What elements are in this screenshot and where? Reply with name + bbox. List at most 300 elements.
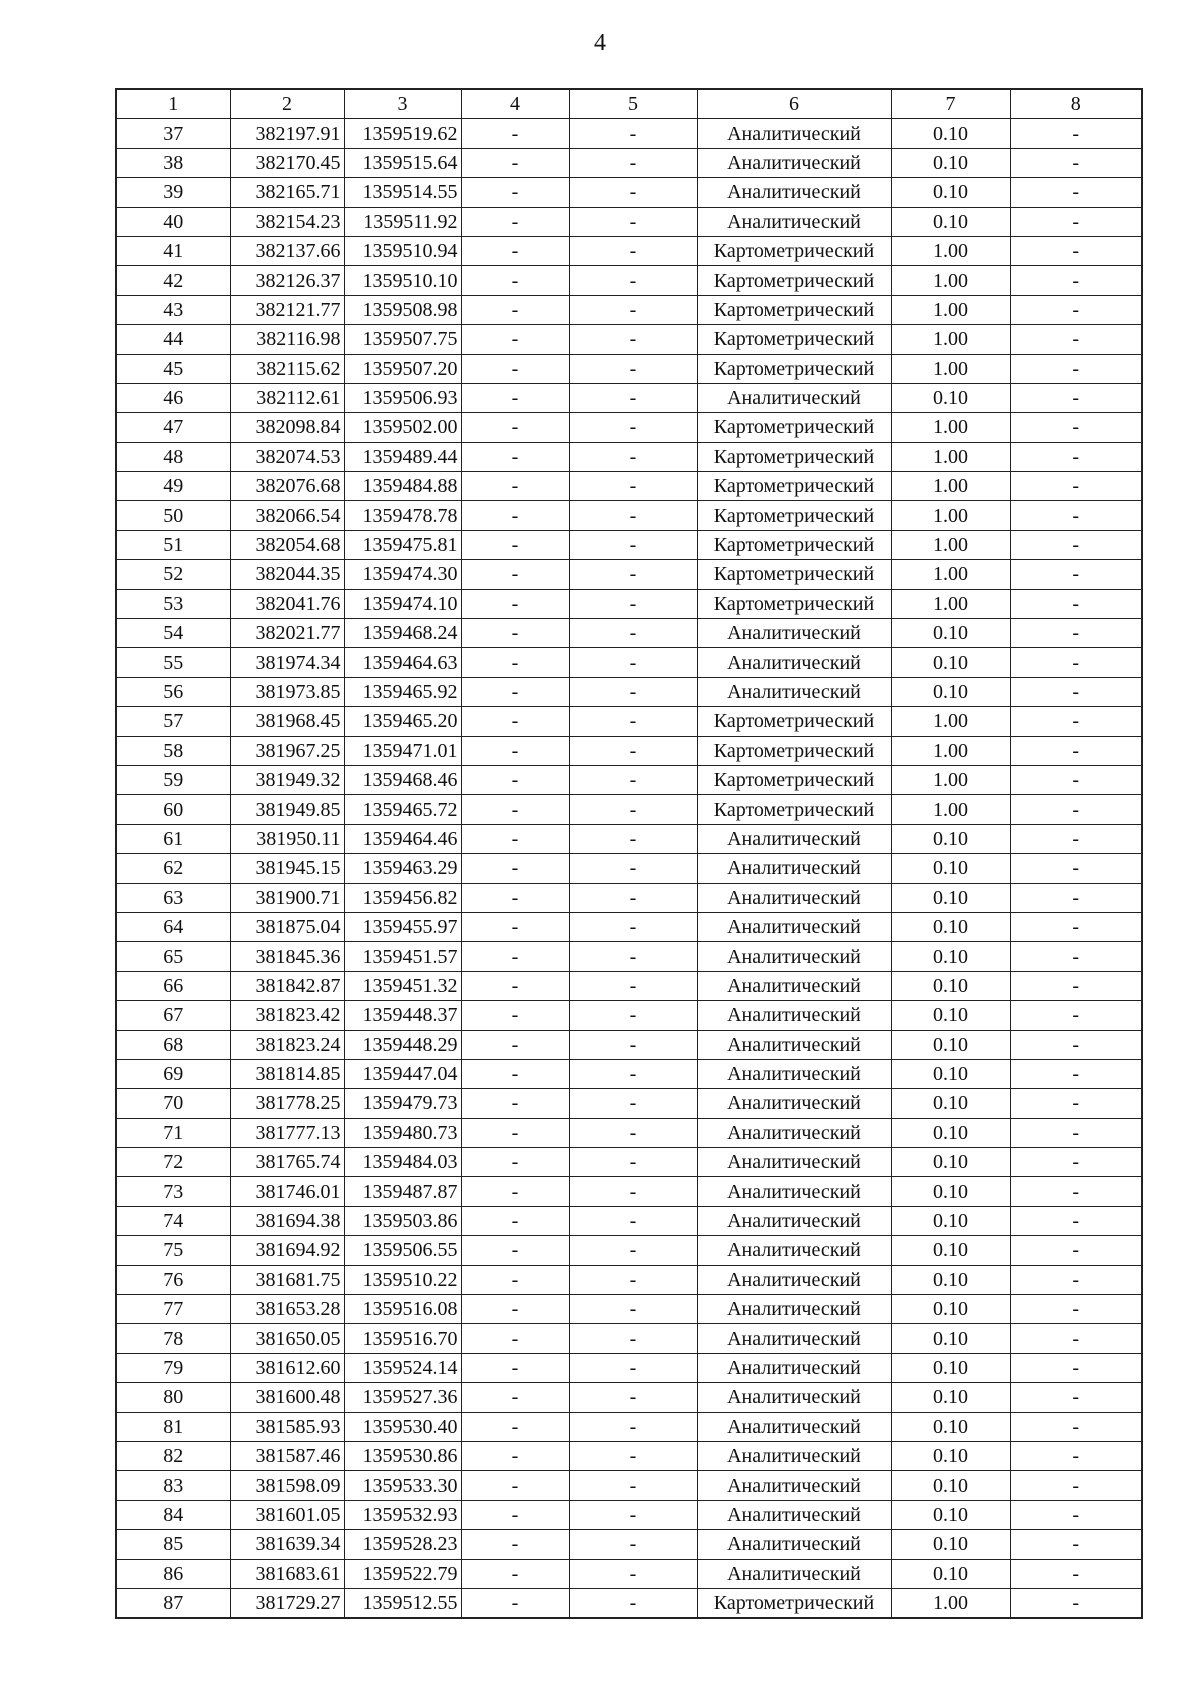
column-5-cell: - <box>569 530 697 559</box>
point-number-cell: 58 <box>116 736 230 765</box>
y-coordinate-cell: 1359527.36 <box>344 1383 461 1412</box>
column-5-cell: - <box>569 1353 697 1382</box>
method-cell: Аналитический <box>697 1441 891 1470</box>
x-coordinate-cell: 381653.28 <box>230 1295 344 1324</box>
column-5-cell: - <box>569 1588 697 1618</box>
x-coordinate-cell: 381949.85 <box>230 795 344 824</box>
accuracy-cell: 1.00 <box>891 413 1010 442</box>
y-coordinate-cell: 1359479.73 <box>344 1089 461 1118</box>
table-row <box>116 1177 1142 1206</box>
y-coordinate-cell: 1359447.04 <box>344 1059 461 1088</box>
column-5-cell: - <box>569 1471 697 1500</box>
column-4-cell: - <box>461 295 569 324</box>
column-8-cell: - <box>1010 1295 1142 1324</box>
accuracy-cell: 1.00 <box>891 530 1010 559</box>
y-coordinate-cell: 1359507.20 <box>344 354 461 383</box>
method-cell: Аналитический <box>697 1324 891 1353</box>
column-4-cell: - <box>461 589 569 618</box>
table-body <box>116 119 1142 1618</box>
x-coordinate-cell: 381601.05 <box>230 1500 344 1529</box>
method-cell: Аналитический <box>697 854 891 883</box>
table-row <box>116 1236 1142 1265</box>
column-8-cell: - <box>1010 119 1142 148</box>
table-row <box>116 1412 1142 1441</box>
column-4-cell: - <box>461 707 569 736</box>
x-coordinate-cell: 381973.85 <box>230 677 344 706</box>
column-4-cell: - <box>461 1089 569 1118</box>
column-5-cell: - <box>569 442 697 471</box>
column-5-cell: - <box>569 1118 697 1147</box>
accuracy-cell: 1.00 <box>891 707 1010 736</box>
table-row <box>116 1295 1142 1324</box>
y-coordinate-cell: 1359464.46 <box>344 824 461 853</box>
column-4-cell: - <box>461 1383 569 1412</box>
x-coordinate-cell: 381814.85 <box>230 1059 344 1088</box>
column-5-cell: - <box>569 912 697 941</box>
y-coordinate-cell: 1359451.57 <box>344 942 461 971</box>
column-4-cell: - <box>461 1353 569 1382</box>
column-8-cell: - <box>1010 472 1142 501</box>
column-5-cell: - <box>569 1177 697 1206</box>
column-8-cell: - <box>1010 971 1142 1000</box>
point-number-cell: 86 <box>116 1559 230 1588</box>
table-row <box>116 472 1142 501</box>
column-header-8: 8 <box>1010 89 1142 119</box>
x-coordinate-cell: 382054.68 <box>230 530 344 559</box>
y-coordinate-cell: 1359448.29 <box>344 1030 461 1059</box>
table-row <box>116 325 1142 354</box>
accuracy-cell: 0.10 <box>891 1030 1010 1059</box>
y-coordinate-cell: 1359507.75 <box>344 325 461 354</box>
column-8-cell: - <box>1010 442 1142 471</box>
accuracy-cell: 0.10 <box>891 648 1010 677</box>
y-coordinate-cell: 1359522.79 <box>344 1559 461 1588</box>
column-8-cell: - <box>1010 1089 1142 1118</box>
accuracy-cell: 0.10 <box>891 1471 1010 1500</box>
column-4-cell: - <box>461 472 569 501</box>
y-coordinate-cell: 1359484.88 <box>344 472 461 501</box>
column-5-cell: - <box>569 1441 697 1470</box>
x-coordinate-cell: 381746.01 <box>230 1177 344 1206</box>
y-coordinate-cell: 1359506.55 <box>344 1236 461 1265</box>
table-row <box>116 383 1142 412</box>
point-number-cell: 83 <box>116 1471 230 1500</box>
method-cell: Аналитический <box>697 1265 891 1294</box>
column-4-cell: - <box>461 1030 569 1059</box>
table-row <box>116 912 1142 941</box>
method-cell: Картометрический <box>697 413 891 442</box>
accuracy-cell: 1.00 <box>891 501 1010 530</box>
column-8-cell: - <box>1010 383 1142 412</box>
x-coordinate-cell: 382021.77 <box>230 619 344 648</box>
accuracy-cell: 0.10 <box>891 1206 1010 1235</box>
table-row <box>116 236 1142 265</box>
y-coordinate-cell: 1359508.98 <box>344 295 461 324</box>
column-4-cell: - <box>461 207 569 236</box>
column-4-cell: - <box>461 1236 569 1265</box>
column-4-cell: - <box>461 1148 569 1177</box>
x-coordinate-cell: 382041.76 <box>230 589 344 618</box>
column-4-cell: - <box>461 501 569 530</box>
x-coordinate-cell: 381694.92 <box>230 1236 344 1265</box>
column-header-4: 4 <box>461 89 569 119</box>
method-cell: Аналитический <box>697 148 891 177</box>
x-coordinate-cell: 382115.62 <box>230 354 344 383</box>
method-cell: Аналитический <box>697 883 891 912</box>
column-header-7: 7 <box>891 89 1010 119</box>
y-coordinate-cell: 1359506.93 <box>344 383 461 412</box>
column-4-cell: - <box>461 1530 569 1559</box>
column-8-cell: - <box>1010 1001 1142 1030</box>
column-8-cell: - <box>1010 295 1142 324</box>
point-number-cell: 46 <box>116 383 230 412</box>
x-coordinate-cell: 381612.60 <box>230 1353 344 1382</box>
column-4-cell: - <box>461 1500 569 1529</box>
column-8-cell: - <box>1010 354 1142 383</box>
accuracy-cell: 0.10 <box>891 1001 1010 1030</box>
x-coordinate-cell: 381900.71 <box>230 883 344 912</box>
column-8-cell: - <box>1010 1148 1142 1177</box>
column-8-cell: - <box>1010 736 1142 765</box>
column-4-cell: - <box>461 854 569 883</box>
column-5-cell: - <box>569 883 697 912</box>
x-coordinate-cell: 381600.48 <box>230 1383 344 1412</box>
column-header-6: 6 <box>697 89 891 119</box>
method-cell: Аналитический <box>697 971 891 1000</box>
accuracy-cell: 1.00 <box>891 736 1010 765</box>
table-row <box>116 148 1142 177</box>
column-5-cell: - <box>569 1412 697 1441</box>
column-5-cell: - <box>569 707 697 736</box>
column-8-cell: - <box>1010 413 1142 442</box>
column-8-cell: - <box>1010 1177 1142 1206</box>
point-number-cell: 64 <box>116 912 230 941</box>
column-8-cell: - <box>1010 1383 1142 1412</box>
x-coordinate-cell: 381823.42 <box>230 1001 344 1030</box>
method-cell: Аналитический <box>697 1530 891 1559</box>
column-5-cell: - <box>569 354 697 383</box>
method-cell: Аналитический <box>697 1059 891 1088</box>
column-8-cell: - <box>1010 236 1142 265</box>
y-coordinate-cell: 1359519.62 <box>344 119 461 148</box>
point-number-cell: 48 <box>116 442 230 471</box>
column-4-cell: - <box>461 1206 569 1235</box>
method-cell: Аналитический <box>697 912 891 941</box>
x-coordinate-cell: 381639.34 <box>230 1530 344 1559</box>
header-row <box>116 89 1142 119</box>
column-5-cell: - <box>569 765 697 794</box>
accuracy-cell: 0.10 <box>891 178 1010 207</box>
accuracy-cell: 0.10 <box>891 1383 1010 1412</box>
table-row <box>116 942 1142 971</box>
point-number-cell: 75 <box>116 1236 230 1265</box>
table-row <box>116 1059 1142 1088</box>
point-number-cell: 45 <box>116 354 230 383</box>
point-number-cell: 70 <box>116 1089 230 1118</box>
accuracy-cell: 1.00 <box>891 266 1010 295</box>
column-5-cell: - <box>569 119 697 148</box>
method-cell: Картометрический <box>697 795 891 824</box>
table-header <box>116 89 1142 119</box>
column-5-cell: - <box>569 619 697 648</box>
column-8-cell: - <box>1010 325 1142 354</box>
column-5-cell: - <box>569 854 697 883</box>
accuracy-cell: 0.10 <box>891 1295 1010 1324</box>
column-5-cell: - <box>569 325 697 354</box>
table-row <box>116 178 1142 207</box>
x-coordinate-cell: 381823.24 <box>230 1030 344 1059</box>
point-number-cell: 78 <box>116 1324 230 1353</box>
x-coordinate-cell: 381587.46 <box>230 1441 344 1470</box>
point-number-cell: 53 <box>116 589 230 618</box>
x-coordinate-cell: 382121.77 <box>230 295 344 324</box>
method-cell: Аналитический <box>697 1500 891 1529</box>
y-coordinate-cell: 1359530.40 <box>344 1412 461 1441</box>
method-cell: Картометрический <box>697 236 891 265</box>
y-coordinate-cell: 1359468.24 <box>344 619 461 648</box>
column-5-cell: - <box>569 1295 697 1324</box>
y-coordinate-cell: 1359530.86 <box>344 1441 461 1470</box>
point-number-cell: 52 <box>116 560 230 589</box>
accuracy-cell: 0.10 <box>891 1177 1010 1206</box>
column-5-cell: - <box>569 295 697 324</box>
column-4-cell: - <box>461 765 569 794</box>
column-5-cell: - <box>569 824 697 853</box>
column-8-cell: - <box>1010 707 1142 736</box>
column-4-cell: - <box>461 1118 569 1147</box>
column-8-cell: - <box>1010 1324 1142 1353</box>
point-number-cell: 76 <box>116 1265 230 1294</box>
x-coordinate-cell: 381650.05 <box>230 1324 344 1353</box>
column-8-cell: - <box>1010 1030 1142 1059</box>
accuracy-cell: 0.10 <box>891 1353 1010 1382</box>
table-row <box>116 589 1142 618</box>
column-4-cell: - <box>461 736 569 765</box>
method-cell: Аналитический <box>697 942 891 971</box>
y-coordinate-cell: 1359510.10 <box>344 266 461 295</box>
column-4-cell: - <box>461 824 569 853</box>
method-cell: Картометрический <box>697 530 891 559</box>
table-row <box>116 266 1142 295</box>
x-coordinate-cell: 381974.34 <box>230 648 344 677</box>
column-8-cell: - <box>1010 1530 1142 1559</box>
column-header-2: 2 <box>230 89 344 119</box>
table-row <box>116 1559 1142 1588</box>
accuracy-cell: 1.00 <box>891 795 1010 824</box>
method-cell: Аналитический <box>697 1118 891 1147</box>
y-coordinate-cell: 1359510.94 <box>344 236 461 265</box>
accuracy-cell: 1.00 <box>891 1588 1010 1618</box>
table-row <box>116 1030 1142 1059</box>
x-coordinate-cell: 382076.68 <box>230 472 344 501</box>
method-cell: Аналитический <box>697 1383 891 1412</box>
method-cell: Картометрический <box>697 442 891 471</box>
point-number-cell: 71 <box>116 1118 230 1147</box>
method-cell: Картометрический <box>697 560 891 589</box>
column-5-cell: - <box>569 795 697 824</box>
accuracy-cell: 0.10 <box>891 971 1010 1000</box>
column-5-cell: - <box>569 1559 697 1588</box>
x-coordinate-cell: 381845.36 <box>230 942 344 971</box>
column-8-cell: - <box>1010 1500 1142 1529</box>
column-5-cell: - <box>569 589 697 618</box>
table-row <box>116 883 1142 912</box>
y-coordinate-cell: 1359448.37 <box>344 1001 461 1030</box>
method-cell: Картометрический <box>697 707 891 736</box>
x-coordinate-cell: 382154.23 <box>230 207 344 236</box>
point-number-cell: 49 <box>116 472 230 501</box>
y-coordinate-cell: 1359514.55 <box>344 178 461 207</box>
column-8-cell: - <box>1010 1588 1142 1618</box>
y-coordinate-cell: 1359463.29 <box>344 854 461 883</box>
table-row <box>116 648 1142 677</box>
column-4-cell: - <box>461 1324 569 1353</box>
y-coordinate-cell: 1359515.64 <box>344 148 461 177</box>
y-coordinate-cell: 1359465.72 <box>344 795 461 824</box>
method-cell: Картометрический <box>697 295 891 324</box>
table-row <box>116 501 1142 530</box>
column-5-cell: - <box>569 736 697 765</box>
column-5-cell: - <box>569 1383 697 1412</box>
column-4-cell: - <box>461 1177 569 1206</box>
x-coordinate-cell: 381968.45 <box>230 707 344 736</box>
column-4-cell: - <box>461 236 569 265</box>
column-4-cell: - <box>461 648 569 677</box>
column-5-cell: - <box>569 148 697 177</box>
accuracy-cell: 1.00 <box>891 472 1010 501</box>
column-4-cell: - <box>461 530 569 559</box>
table-row <box>116 560 1142 589</box>
method-cell: Аналитический <box>697 178 891 207</box>
y-coordinate-cell: 1359474.10 <box>344 589 461 618</box>
accuracy-cell: 0.10 <box>891 1236 1010 1265</box>
column-4-cell: - <box>461 266 569 295</box>
column-8-cell: - <box>1010 1353 1142 1382</box>
column-5-cell: - <box>569 1236 697 1265</box>
accuracy-cell: 1.00 <box>891 560 1010 589</box>
accuracy-cell: 0.10 <box>891 119 1010 148</box>
table-row <box>116 354 1142 383</box>
y-coordinate-cell: 1359471.01 <box>344 736 461 765</box>
column-5-cell: - <box>569 1324 697 1353</box>
x-coordinate-cell: 382074.53 <box>230 442 344 471</box>
point-number-cell: 41 <box>116 236 230 265</box>
point-number-cell: 44 <box>116 325 230 354</box>
point-number-cell: 73 <box>116 1177 230 1206</box>
column-5-cell: - <box>569 178 697 207</box>
method-cell: Аналитический <box>697 1001 891 1030</box>
column-5-cell: - <box>569 383 697 412</box>
coordinates-table <box>115 88 1143 1619</box>
y-coordinate-cell: 1359478.78 <box>344 501 461 530</box>
accuracy-cell: 0.10 <box>891 207 1010 236</box>
accuracy-cell: 0.10 <box>891 148 1010 177</box>
column-4-cell: - <box>461 1412 569 1441</box>
method-cell: Аналитический <box>697 677 891 706</box>
column-5-cell: - <box>569 1500 697 1529</box>
column-4-cell: - <box>461 1001 569 1030</box>
y-coordinate-cell: 1359480.73 <box>344 1118 461 1147</box>
point-number-cell: 57 <box>116 707 230 736</box>
table-row <box>116 1441 1142 1470</box>
method-cell: Аналитический <box>697 383 891 412</box>
method-cell: Аналитический <box>697 1030 891 1059</box>
column-8-cell: - <box>1010 207 1142 236</box>
accuracy-cell: 1.00 <box>891 589 1010 618</box>
method-cell: Аналитический <box>697 1559 891 1588</box>
column-8-cell: - <box>1010 854 1142 883</box>
table-row <box>116 442 1142 471</box>
column-header-1: 1 <box>116 89 230 119</box>
column-5-cell: - <box>569 266 697 295</box>
column-5-cell: - <box>569 207 697 236</box>
column-5-cell: - <box>569 1265 697 1294</box>
column-4-cell: - <box>461 1059 569 1088</box>
accuracy-cell: 1.00 <box>891 442 1010 471</box>
table-row <box>116 1500 1142 1529</box>
point-number-cell: 37 <box>116 119 230 148</box>
column-4-cell: - <box>461 178 569 207</box>
method-cell: Аналитический <box>697 1236 891 1265</box>
y-coordinate-cell: 1359474.30 <box>344 560 461 589</box>
table-row <box>116 413 1142 442</box>
column-8-cell: - <box>1010 1559 1142 1588</box>
table-row <box>116 1588 1142 1618</box>
column-8-cell: - <box>1010 1471 1142 1500</box>
column-5-cell: - <box>569 1001 697 1030</box>
column-8-cell: - <box>1010 942 1142 971</box>
column-8-cell: - <box>1010 1441 1142 1470</box>
table-row <box>116 707 1142 736</box>
point-number-cell: 80 <box>116 1383 230 1412</box>
point-number-cell: 85 <box>116 1530 230 1559</box>
point-number-cell: 42 <box>116 266 230 295</box>
method-cell: Аналитический <box>697 648 891 677</box>
column-8-cell: - <box>1010 824 1142 853</box>
column-5-cell: - <box>569 560 697 589</box>
table-row <box>116 1265 1142 1294</box>
point-number-cell: 63 <box>116 883 230 912</box>
column-8-cell: - <box>1010 1118 1142 1147</box>
table-row <box>116 1530 1142 1559</box>
column-8-cell: - <box>1010 1059 1142 1088</box>
point-number-cell: 67 <box>116 1001 230 1030</box>
accuracy-cell: 0.10 <box>891 383 1010 412</box>
method-cell: Аналитический <box>697 1177 891 1206</box>
column-5-cell: - <box>569 1206 697 1235</box>
x-coordinate-cell: 381842.87 <box>230 971 344 1000</box>
column-4-cell: - <box>461 795 569 824</box>
table-row <box>116 530 1142 559</box>
table-row <box>116 1206 1142 1235</box>
column-8-cell: - <box>1010 883 1142 912</box>
point-number-cell: 79 <box>116 1353 230 1382</box>
method-cell: Аналитический <box>697 619 891 648</box>
table-row <box>116 1353 1142 1382</box>
method-cell: Аналитический <box>697 1206 891 1235</box>
y-coordinate-cell: 1359533.30 <box>344 1471 461 1500</box>
accuracy-cell: 0.10 <box>891 1324 1010 1353</box>
column-4-cell: - <box>461 912 569 941</box>
x-coordinate-cell: 381694.38 <box>230 1206 344 1235</box>
y-coordinate-cell: 1359511.92 <box>344 207 461 236</box>
x-coordinate-cell: 382197.91 <box>230 119 344 148</box>
page-number: 4 <box>594 30 606 56</box>
point-number-cell: 40 <box>116 207 230 236</box>
x-coordinate-cell: 382137.66 <box>230 236 344 265</box>
method-cell: Аналитический <box>697 1089 891 1118</box>
accuracy-cell: 1.00 <box>891 354 1010 383</box>
